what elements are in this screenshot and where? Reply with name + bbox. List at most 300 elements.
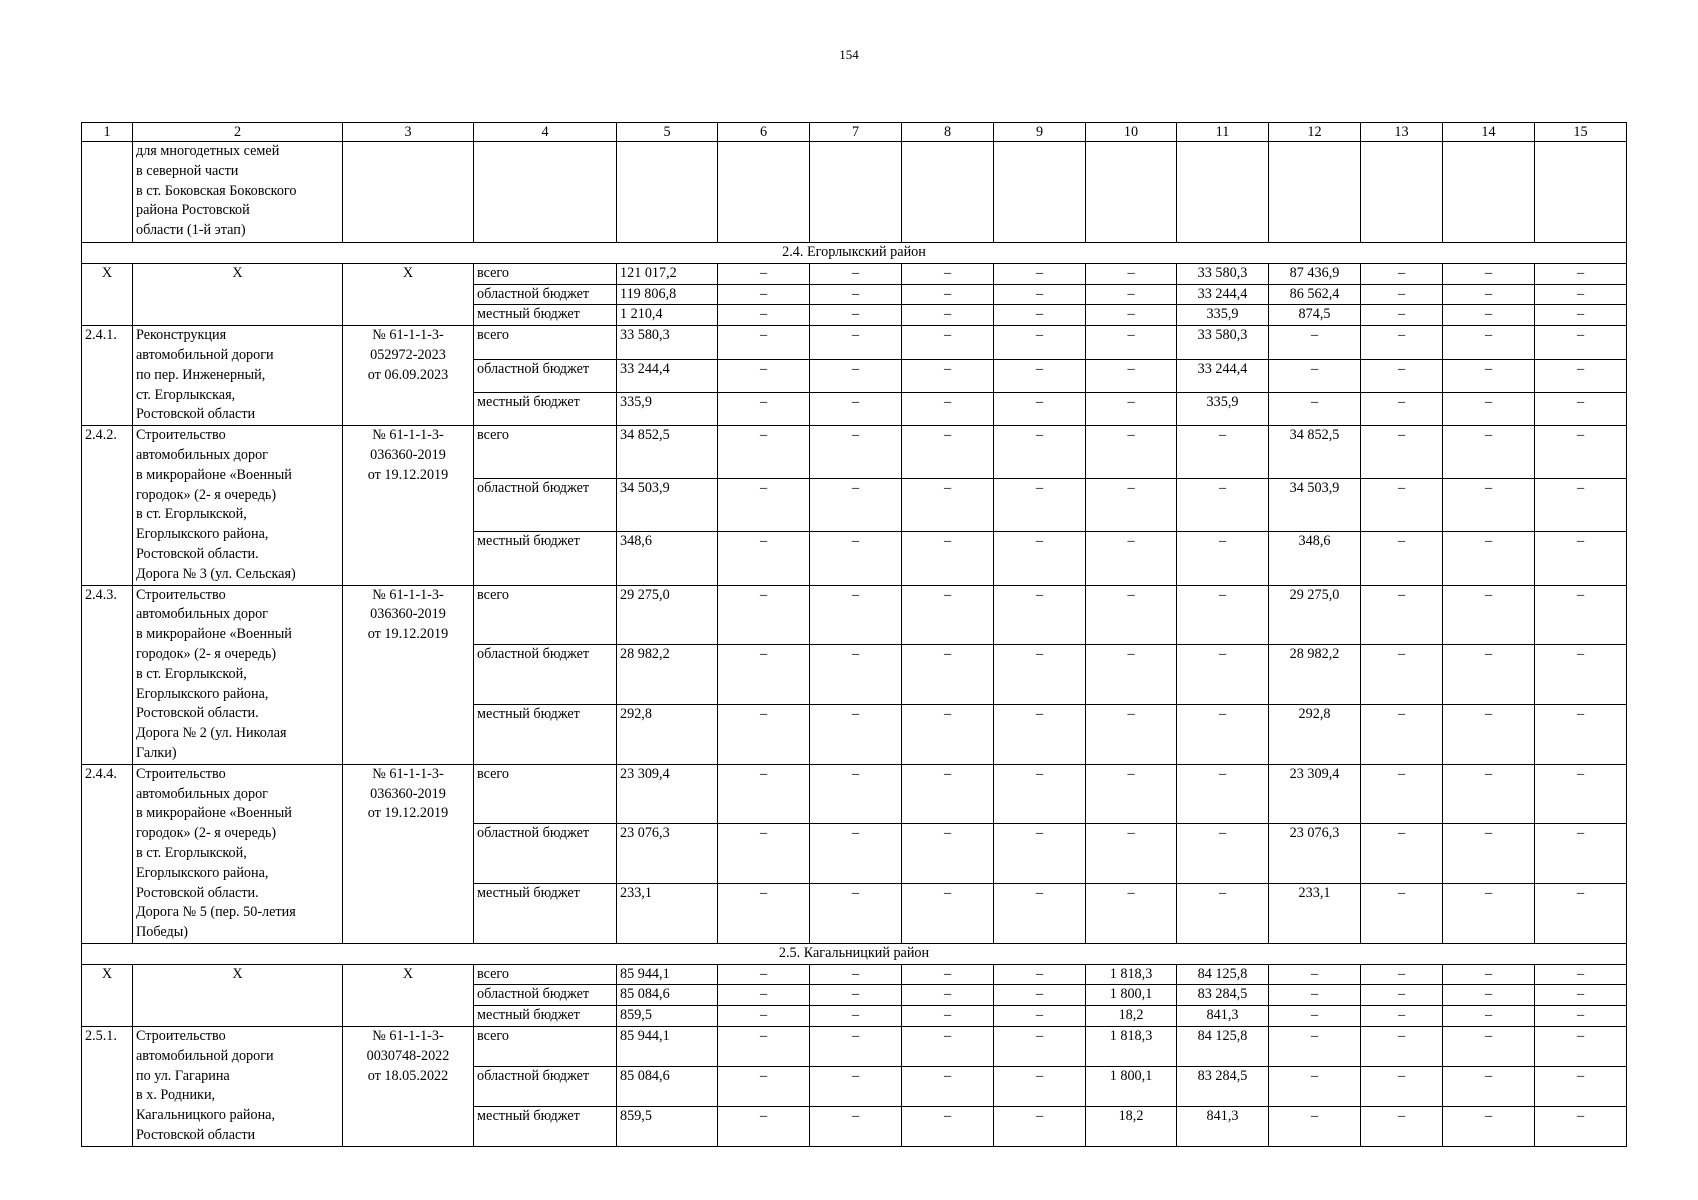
value-cell: 292,8 — [617, 704, 718, 764]
dash-cell: – — [1443, 985, 1535, 1006]
dash-cell: – — [1443, 964, 1535, 985]
funding-source: областной бюджет — [474, 645, 617, 705]
dash-cell: – — [902, 704, 994, 764]
funding-source: областной бюджет — [474, 824, 617, 884]
value-cell: 83 284,5 — [1177, 985, 1269, 1006]
dash-cell: – — [1443, 704, 1535, 764]
dash-cell: – — [810, 1006, 902, 1027]
dash-cell: – — [994, 392, 1086, 425]
empty-cell — [902, 142, 994, 243]
dash-cell: – — [718, 284, 810, 305]
dash-cell: – — [902, 964, 994, 985]
value-cell: 1 800,1 — [1086, 985, 1177, 1006]
value-cell: 348,6 — [617, 532, 718, 585]
summary-marker: Х — [343, 964, 474, 1026]
dash-cell: – — [1443, 1067, 1535, 1107]
dash-cell: – — [994, 326, 1086, 359]
dash-cell: – — [902, 824, 994, 884]
dash-cell: – — [994, 884, 1086, 944]
value-cell: 23 309,4 — [1269, 764, 1361, 824]
dash-cell: – — [1086, 884, 1177, 944]
dash-cell: – — [994, 1067, 1086, 1107]
value-cell: 34 503,9 — [1269, 479, 1361, 532]
dash-cell: – — [718, 1027, 810, 1067]
funding-source: областной бюджет — [474, 359, 617, 392]
column-number-header: 10 — [1086, 123, 1177, 142]
dash-cell: – — [1361, 1106, 1443, 1146]
dash-cell: – — [1361, 1027, 1443, 1067]
dash-cell: – — [1086, 764, 1177, 824]
value-cell: 1 818,3 — [1086, 1027, 1177, 1067]
item-code: 2.4.4. — [82, 764, 133, 943]
dash-cell: – — [994, 824, 1086, 884]
dash-cell: – — [810, 326, 902, 359]
dash-cell: – — [1361, 426, 1443, 479]
dash-cell: – — [994, 964, 1086, 985]
dash-cell: – — [1535, 985, 1627, 1006]
value-cell: 1 800,1 — [1086, 1067, 1177, 1107]
dash-cell: – — [1443, 326, 1535, 359]
dash-cell: – — [718, 764, 810, 824]
item-row — [82, 1027, 1627, 1067]
dash-cell: – — [1443, 359, 1535, 392]
item-row — [82, 426, 1627, 479]
continuation-row — [82, 142, 1627, 243]
dash-cell: – — [1177, 426, 1269, 479]
value-cell: 335,9 — [617, 392, 718, 425]
dash-cell: – — [994, 305, 1086, 326]
column-number-header: 6 — [718, 123, 810, 142]
dash-cell: – — [994, 704, 1086, 764]
dash-cell: – — [718, 964, 810, 985]
dash-cell: – — [1535, 326, 1627, 359]
dash-cell: – — [1361, 392, 1443, 425]
dash-cell: – — [718, 1006, 810, 1027]
value-cell: 874,5 — [1269, 305, 1361, 326]
dash-cell: – — [902, 1006, 994, 1027]
value-cell: 85 944,1 — [617, 1027, 718, 1067]
dash-cell: – — [902, 305, 994, 326]
dash-cell: – — [902, 1106, 994, 1146]
dash-cell: – — [1535, 645, 1627, 705]
dash-cell: – — [718, 326, 810, 359]
dash-cell: – — [1361, 326, 1443, 359]
table-body — [82, 142, 1627, 1147]
column-number-header: 3 — [343, 123, 474, 142]
column-number-header: 14 — [1443, 123, 1535, 142]
dash-cell: – — [1535, 1106, 1627, 1146]
empty-cell — [1269, 142, 1361, 243]
value-cell: 121 017,2 — [617, 263, 718, 284]
dash-cell: – — [1361, 284, 1443, 305]
dash-cell: – — [718, 585, 810, 645]
value-cell: 233,1 — [617, 884, 718, 944]
dash-cell: – — [810, 704, 902, 764]
dash-cell: – — [902, 392, 994, 425]
value-cell: 33 244,4 — [1177, 359, 1269, 392]
value-cell: 33 244,4 — [1177, 284, 1269, 305]
item-name: Строительство автомобильных дорог в микрорайоне «Военный городок» (2- я очередь) в ст. Егорлыкской, Егорлыкского района, Ростовской области. Дорога № 2 (ул. Николая Галки) — [133, 585, 343, 764]
dash-cell: – — [1361, 263, 1443, 284]
dash-cell: – — [810, 1027, 902, 1067]
dash-cell: – — [994, 479, 1086, 532]
dash-cell: – — [1361, 985, 1443, 1006]
item-document: № 61-1-1-3- 036360-2019 от 19.12.2019 — [343, 585, 474, 764]
dash-cell: – — [1269, 1006, 1361, 1027]
dash-cell: – — [1443, 764, 1535, 824]
dash-cell: – — [1269, 985, 1361, 1006]
dash-cell: – — [1443, 884, 1535, 944]
item-name: Строительство автомобильных дорог в микрорайоне «Военный городок» (2- я очередь) в ст. Егорлыкской, Егорлыкского района, Ростовской области. Дорога № 3 (ул. Сельская) — [133, 426, 343, 585]
column-number-header: 15 — [1535, 123, 1627, 142]
value-cell: 1 818,3 — [1086, 964, 1177, 985]
dash-cell: – — [1535, 284, 1627, 305]
dash-cell: – — [1361, 645, 1443, 705]
dash-cell: – — [1443, 645, 1535, 705]
dash-cell: – — [1361, 884, 1443, 944]
dash-cell: – — [994, 426, 1086, 479]
dash-cell: – — [1535, 824, 1627, 884]
value-cell: 29 275,0 — [1269, 585, 1361, 645]
value-cell: 84 125,8 — [1177, 1027, 1269, 1067]
dash-cell: – — [1361, 704, 1443, 764]
funding-source: всего — [474, 263, 617, 284]
dash-cell: – — [1443, 479, 1535, 532]
value-cell: 85 084,6 — [617, 1067, 718, 1107]
value-cell: 23 076,3 — [617, 824, 718, 884]
dash-cell: – — [718, 392, 810, 425]
dash-cell: – — [1361, 824, 1443, 884]
dash-cell: – — [1535, 1067, 1627, 1107]
dash-cell: – — [1443, 1027, 1535, 1067]
dash-cell: – — [1086, 704, 1177, 764]
item-document: № 61-1-1-3- 036360-2019 от 19.12.2019 — [343, 426, 474, 585]
dash-cell: – — [1535, 426, 1627, 479]
dash-cell: – — [1177, 824, 1269, 884]
funding-source: местный бюджет — [474, 884, 617, 944]
item-name: Реконструкция автомобильной дороги по пер. Инженерный, ст. Егорлыкская, Ростовской области — [133, 326, 343, 426]
value-cell: 859,5 — [617, 1106, 718, 1146]
dash-cell: – — [994, 284, 1086, 305]
dash-cell: – — [810, 284, 902, 305]
item-row — [82, 764, 1627, 824]
value-cell: 292,8 — [1269, 704, 1361, 764]
dash-cell: – — [902, 645, 994, 705]
value-cell: 33 580,3 — [1177, 326, 1269, 359]
dash-cell: – — [902, 884, 994, 944]
dash-cell: – — [718, 704, 810, 764]
column-number-header: 11 — [1177, 123, 1269, 142]
empty-cell — [474, 142, 617, 243]
value-cell: 87 436,9 — [1269, 263, 1361, 284]
dash-cell: – — [810, 884, 902, 944]
funding-source: всего — [474, 326, 617, 359]
value-cell: 18,2 — [1086, 1106, 1177, 1146]
funding-source: местный бюджет — [474, 392, 617, 425]
value-cell: 233,1 — [1269, 884, 1361, 944]
dash-cell: – — [1269, 1027, 1361, 1067]
dash-cell: – — [1535, 1006, 1627, 1027]
dash-cell: – — [1086, 585, 1177, 645]
item-name: Строительство автомобильных дорог в микрорайоне «Военный городок» (2- я очередь) в ст. Егорлыкской, Егорлыкского района, Ростовской области. Дорога № 5 (пер. 50-летия Победы) — [133, 764, 343, 943]
value-cell: 34 852,5 — [1269, 426, 1361, 479]
dash-cell: – — [902, 326, 994, 359]
dash-cell: – — [902, 985, 994, 1006]
funding-source: местный бюджет — [474, 704, 617, 764]
summary-marker: Х — [133, 263, 343, 325]
column-number-header: 8 — [902, 123, 994, 142]
summary-row — [82, 964, 1627, 985]
dash-cell: – — [1177, 704, 1269, 764]
funding-source: местный бюджет — [474, 1106, 617, 1146]
dash-cell: – — [1086, 645, 1177, 705]
dash-cell: – — [810, 426, 902, 479]
summary-marker: Х — [82, 263, 133, 325]
value-cell: 841,3 — [1177, 1106, 1269, 1146]
dash-cell: – — [1269, 359, 1361, 392]
dash-cell: – — [902, 284, 994, 305]
item-row — [82, 326, 1627, 359]
column-number-header: 13 — [1361, 123, 1443, 142]
dash-cell: – — [718, 263, 810, 284]
column-number-header: 1 — [82, 123, 133, 142]
funding-source: всего — [474, 964, 617, 985]
dash-cell: – — [1086, 284, 1177, 305]
dash-cell: – — [1361, 305, 1443, 326]
dash-cell: – — [994, 585, 1086, 645]
dash-cell: – — [1535, 359, 1627, 392]
dash-cell: – — [994, 1106, 1086, 1146]
header-row — [82, 123, 1627, 142]
dash-cell: – — [1086, 326, 1177, 359]
dash-cell: – — [1535, 263, 1627, 284]
dash-cell: – — [1535, 305, 1627, 326]
section-title: 2.4. Егорлыкский район — [82, 243, 1627, 264]
column-number-header: 2 — [133, 123, 343, 142]
empty-cell — [1361, 142, 1443, 243]
funding-source: местный бюджет — [474, 305, 617, 326]
dash-cell: – — [810, 263, 902, 284]
dash-cell: – — [902, 532, 994, 585]
dash-cell: – — [810, 305, 902, 326]
value-cell: 83 284,5 — [1177, 1067, 1269, 1107]
dash-cell: – — [810, 1067, 902, 1107]
item-name: Строительство автомобильной дороги по ул. Гагарина в х. Родники, Кагальницкого района, Ростовской области — [133, 1027, 343, 1147]
table-header — [82, 123, 1627, 142]
funding-source: областной бюджет — [474, 1067, 617, 1107]
funding-source: всего — [474, 1027, 617, 1067]
dash-cell: – — [810, 824, 902, 884]
dash-cell: – — [902, 479, 994, 532]
dash-cell: – — [1535, 1027, 1627, 1067]
dash-cell: – — [810, 479, 902, 532]
dash-cell: – — [1086, 392, 1177, 425]
summary-marker: Х — [343, 263, 474, 325]
dash-cell: – — [718, 426, 810, 479]
funding-source: местный бюджет — [474, 532, 617, 585]
dash-cell: – — [718, 359, 810, 392]
dash-cell: – — [994, 645, 1086, 705]
dash-cell: – — [1361, 479, 1443, 532]
empty-cell — [1086, 142, 1177, 243]
dash-cell: – — [1535, 884, 1627, 944]
dash-cell: – — [1177, 764, 1269, 824]
item-code: 2.4.2. — [82, 426, 133, 585]
item-code: 2.4.3. — [82, 585, 133, 764]
dash-cell: – — [1086, 824, 1177, 884]
funding-source: областной бюджет — [474, 284, 617, 305]
dash-cell: – — [1443, 305, 1535, 326]
value-cell: 119 806,8 — [617, 284, 718, 305]
value-cell: 28 982,2 — [617, 645, 718, 705]
dash-cell: – — [810, 585, 902, 645]
dash-cell: – — [1177, 532, 1269, 585]
dash-cell: – — [1535, 392, 1627, 425]
dash-cell: – — [718, 985, 810, 1006]
funding-source: областной бюджет — [474, 479, 617, 532]
dash-cell: – — [1269, 964, 1361, 985]
dash-cell: – — [1086, 532, 1177, 585]
dash-cell: – — [1535, 479, 1627, 532]
dash-cell: – — [810, 392, 902, 425]
value-cell: 348,6 — [1269, 532, 1361, 585]
dash-cell: – — [810, 645, 902, 705]
column-number-header: 4 — [474, 123, 617, 142]
dash-cell: – — [994, 985, 1086, 1006]
value-cell: 335,9 — [1177, 305, 1269, 326]
value-cell: 85 944,1 — [617, 964, 718, 985]
dash-cell: – — [902, 359, 994, 392]
item-code: 2.4.1. — [82, 326, 133, 426]
value-cell: 85 084,6 — [617, 985, 718, 1006]
empty-cell — [810, 142, 902, 243]
dash-cell: – — [902, 585, 994, 645]
dash-cell: – — [1361, 1006, 1443, 1027]
dash-cell: – — [994, 359, 1086, 392]
empty-cell — [1177, 142, 1269, 243]
value-cell: 86 562,4 — [1269, 284, 1361, 305]
empty-cell — [343, 142, 474, 243]
continuation-code-cell — [82, 142, 133, 243]
dash-cell: – — [1086, 305, 1177, 326]
funding-source: местный бюджет — [474, 1006, 617, 1027]
funding-source: всего — [474, 764, 617, 824]
dash-cell: – — [902, 426, 994, 479]
dash-cell: – — [1535, 964, 1627, 985]
dash-cell: – — [718, 884, 810, 944]
funding-source: всего — [474, 426, 617, 479]
dash-cell: – — [718, 645, 810, 705]
page-number: 154 — [839, 47, 859, 62]
value-cell: 33 244,4 — [617, 359, 718, 392]
item-code: 2.5.1. — [82, 1027, 133, 1147]
dash-cell: – — [1361, 585, 1443, 645]
dash-cell: – — [994, 1006, 1086, 1027]
item-document: № 61-1-1-3- 0030748-2022 от 18.05.2022 — [343, 1027, 474, 1147]
value-cell: 33 580,3 — [1177, 263, 1269, 284]
value-cell: 859,5 — [617, 1006, 718, 1027]
dash-cell: – — [902, 263, 994, 284]
column-number-header: 9 — [994, 123, 1086, 142]
dash-cell: – — [994, 764, 1086, 824]
dash-cell: – — [1269, 1106, 1361, 1146]
dash-cell: – — [902, 764, 994, 824]
section-row — [82, 243, 1627, 264]
dash-cell: – — [1269, 1067, 1361, 1107]
dash-cell: – — [902, 1027, 994, 1067]
dash-cell: – — [1086, 426, 1177, 479]
column-number-header: 5 — [617, 123, 718, 142]
dash-cell: – — [1443, 284, 1535, 305]
value-cell: 34 503,9 — [617, 479, 718, 532]
dash-cell: – — [902, 1067, 994, 1107]
dash-cell: – — [1535, 532, 1627, 585]
dash-cell: – — [1361, 964, 1443, 985]
item-document: № 61-1-1-3- 052972-2023 от 06.09.2023 — [343, 326, 474, 426]
dash-cell: – — [718, 532, 810, 585]
item-row — [82, 585, 1627, 645]
value-cell: 33 580,3 — [617, 326, 718, 359]
dash-cell: – — [718, 479, 810, 532]
dash-cell: – — [1535, 764, 1627, 824]
empty-cell — [617, 142, 718, 243]
dash-cell: – — [1443, 392, 1535, 425]
dash-cell: – — [1443, 532, 1535, 585]
dash-cell: – — [1177, 645, 1269, 705]
column-number-header: 7 — [810, 123, 902, 142]
empty-cell — [718, 142, 810, 243]
section-title: 2.5. Кагальницкий район — [82, 943, 1627, 964]
continuation-name: для многодетных семей в северной части в ст. Боковская Боковского района Ростовской области (1-й этап) — [133, 142, 343, 243]
dash-cell: – — [810, 532, 902, 585]
funding-source: всего — [474, 585, 617, 645]
value-cell: 23 309,4 — [617, 764, 718, 824]
column-number-header: 12 — [1269, 123, 1361, 142]
dash-cell: – — [810, 359, 902, 392]
budget-table — [81, 122, 1627, 1147]
dash-cell: – — [1535, 585, 1627, 645]
dash-cell: – — [1177, 884, 1269, 944]
dash-cell: – — [1361, 1067, 1443, 1107]
summary-row — [82, 263, 1627, 284]
value-cell: 28 982,2 — [1269, 645, 1361, 705]
dash-cell: – — [810, 964, 902, 985]
dash-cell: – — [994, 263, 1086, 284]
summary-marker: Х — [133, 964, 343, 1026]
empty-cell — [1443, 142, 1535, 243]
dash-cell: – — [1443, 585, 1535, 645]
dash-cell: – — [810, 1106, 902, 1146]
dash-cell: – — [1535, 704, 1627, 764]
dash-cell: – — [718, 824, 810, 884]
dash-cell: – — [994, 1027, 1086, 1067]
dash-cell: – — [1361, 764, 1443, 824]
value-cell: 84 125,8 — [1177, 964, 1269, 985]
section-row — [82, 943, 1627, 964]
empty-cell — [1535, 142, 1627, 243]
empty-cell — [994, 142, 1086, 243]
dash-cell: – — [1177, 479, 1269, 532]
item-document: № 61-1-1-3- 036360-2019 от 19.12.2019 — [343, 764, 474, 943]
value-cell: 335,9 — [1177, 392, 1269, 425]
dash-cell: – — [1086, 359, 1177, 392]
dash-cell: – — [1443, 1106, 1535, 1146]
dash-cell: – — [810, 764, 902, 824]
summary-marker: Х — [82, 964, 133, 1026]
dash-cell: – — [718, 1067, 810, 1107]
dash-cell: – — [1443, 1006, 1535, 1027]
dash-cell: – — [1269, 392, 1361, 425]
